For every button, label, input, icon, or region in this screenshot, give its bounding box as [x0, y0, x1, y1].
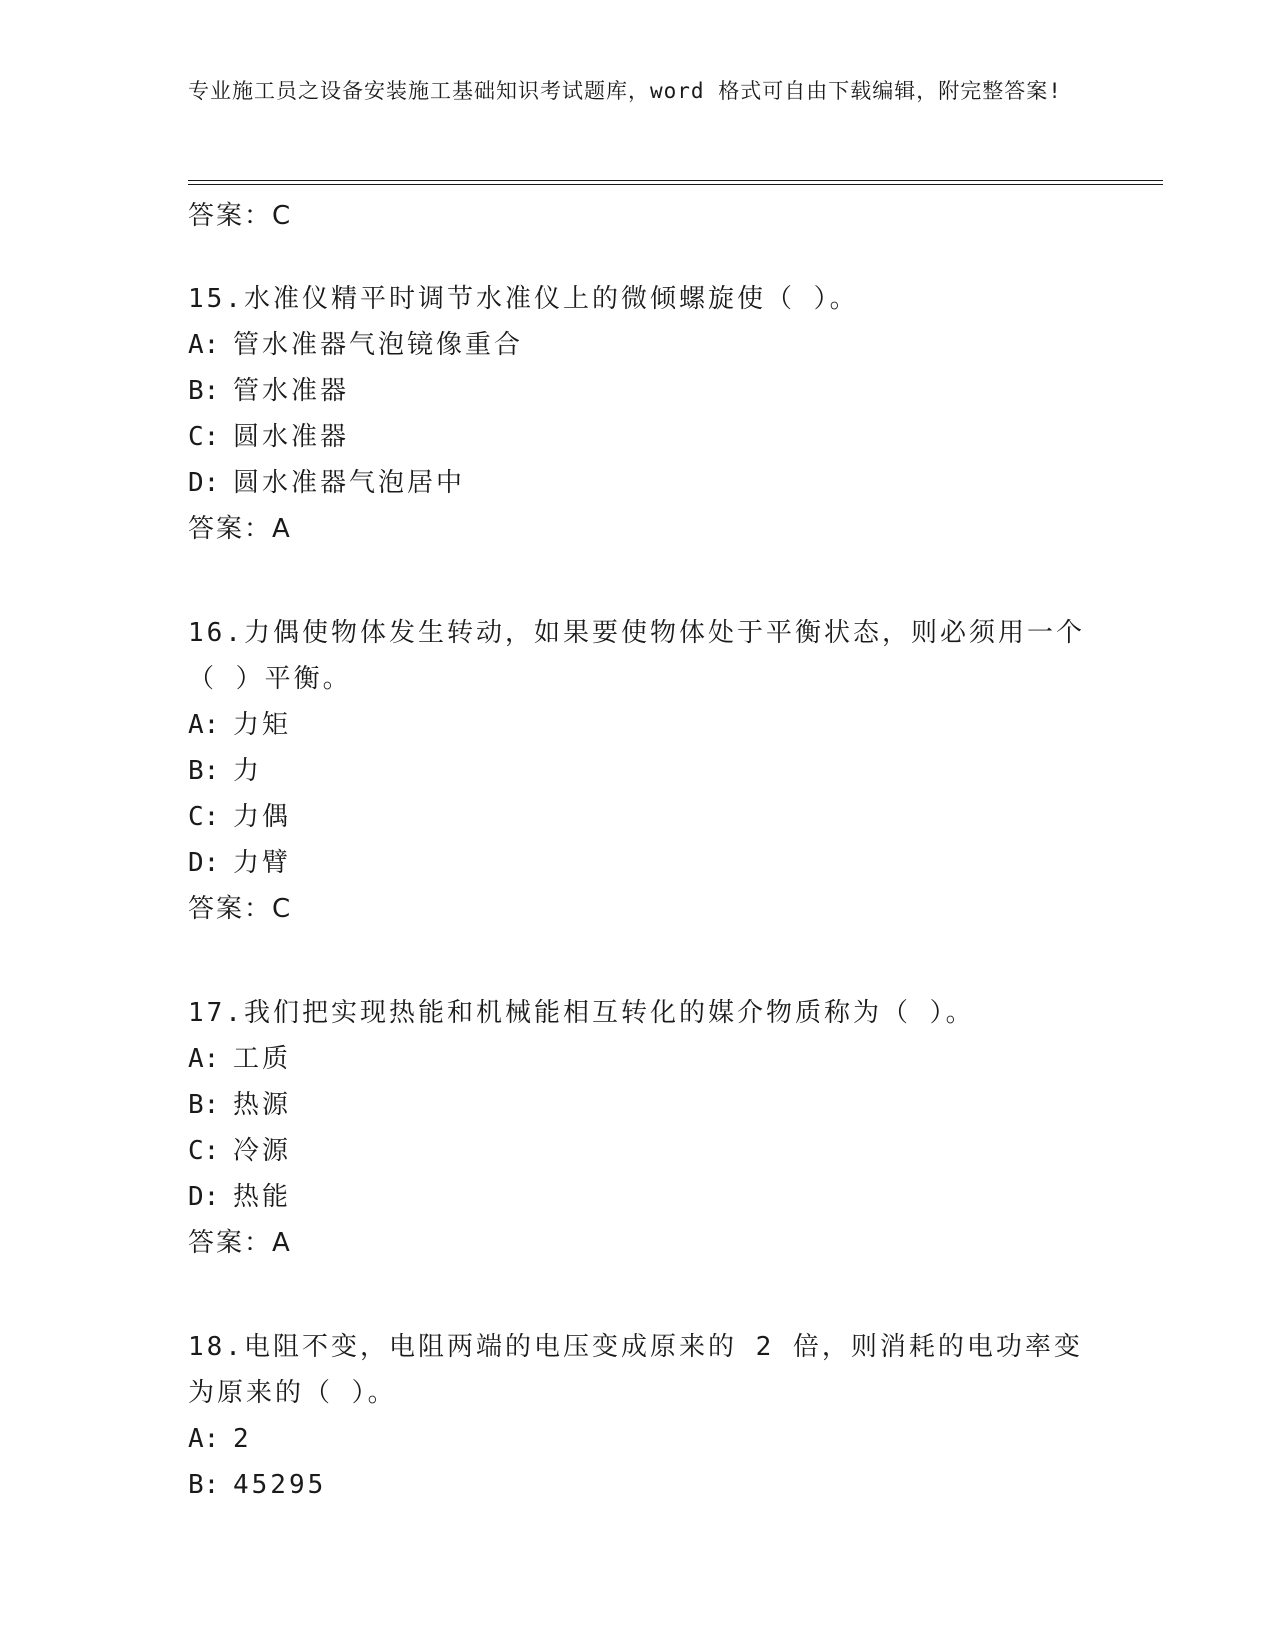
option-text: 力偶: [233, 802, 292, 832]
option-text: 冷源: [233, 1136, 292, 1166]
question-17: [188, 990, 1088, 1266]
question-18: [188, 1324, 1088, 1508]
option-key: B:: [188, 376, 220, 406]
option-a: [188, 322, 1088, 368]
option-text: 力: [233, 756, 263, 786]
option-key: A:: [188, 1424, 220, 1454]
option-text: 力臂: [233, 848, 292, 878]
option-d: [188, 1174, 1088, 1220]
header-divider-bottom: [188, 184, 1163, 185]
option-text: 工质: [233, 1044, 292, 1074]
option-d: [188, 840, 1088, 886]
option-key: D:: [188, 848, 220, 878]
option-a: [188, 1416, 1088, 1462]
option-text: 45295: [233, 1470, 327, 1500]
option-text: 管水准器: [233, 376, 350, 406]
option-b: [188, 1082, 1088, 1128]
option-key: B:: [188, 1090, 220, 1120]
option-text: 热源: [233, 1090, 292, 1120]
option-b: [188, 1462, 1088, 1508]
option-text: 管水准器气泡镜像重合: [233, 330, 524, 360]
option-key: A:: [188, 710, 220, 740]
option-list: [188, 1416, 1088, 1508]
option-c: [188, 414, 1088, 460]
option-text: 圆水准器气泡居中: [233, 468, 466, 498]
answer: 答案：A: [188, 1228, 292, 1258]
answer: 答案：C: [188, 894, 293, 924]
option-key: B:: [188, 756, 220, 786]
option-text: 力矩: [233, 710, 292, 740]
question-15: [188, 276, 1088, 552]
option-key: D:: [188, 468, 220, 498]
option-key: D:: [188, 1182, 220, 1212]
option-list: [188, 702, 1088, 886]
option-c: [188, 794, 1088, 840]
question-stem: 18.电阻不变，电阻两端的电压变成原来的 2 倍，则消耗的电功率变为原来的（ ）。: [188, 1332, 1083, 1408]
option-key: C:: [188, 802, 220, 832]
answer: 答案：A: [188, 514, 292, 544]
question-stem: 16.力偶使物体发生转动，如果要使物体处于平衡状态，则必须用一个（ ）平衡。: [188, 618, 1085, 694]
option-b: [188, 748, 1088, 794]
option-text: 圆水准器: [233, 422, 350, 452]
option-text: 热能: [233, 1182, 292, 1212]
option-key: A:: [188, 1044, 220, 1074]
option-key: C:: [188, 422, 220, 452]
option-text: 2: [233, 1424, 252, 1454]
option-c: [188, 1128, 1088, 1174]
option-d: [188, 460, 1088, 506]
question-list: [188, 276, 1088, 1566]
previous-answer: 答案：C: [188, 201, 293, 231]
question-stem: 17.我们把实现热能和机械能相互转化的媒介物质称为（ ）。: [188, 998, 975, 1028]
header-divider-top: [188, 180, 1163, 181]
option-key: C:: [188, 1136, 220, 1166]
option-key: A:: [188, 330, 220, 360]
option-a: [188, 702, 1088, 748]
option-list: [188, 1036, 1088, 1220]
option-b: [188, 368, 1088, 414]
option-list: [188, 322, 1088, 506]
option-a: [188, 1036, 1088, 1082]
option-key: B:: [188, 1470, 220, 1500]
question-16: [188, 610, 1088, 932]
question-stem: 15.水准仪精平时调节水准仪上的微倾螺旋使（ ）。: [188, 284, 859, 314]
document-header: 专业施工员之设备安装施工基础知识考试题库，word 格式可自由下载编辑，附完整答案!: [188, 79, 1062, 103]
